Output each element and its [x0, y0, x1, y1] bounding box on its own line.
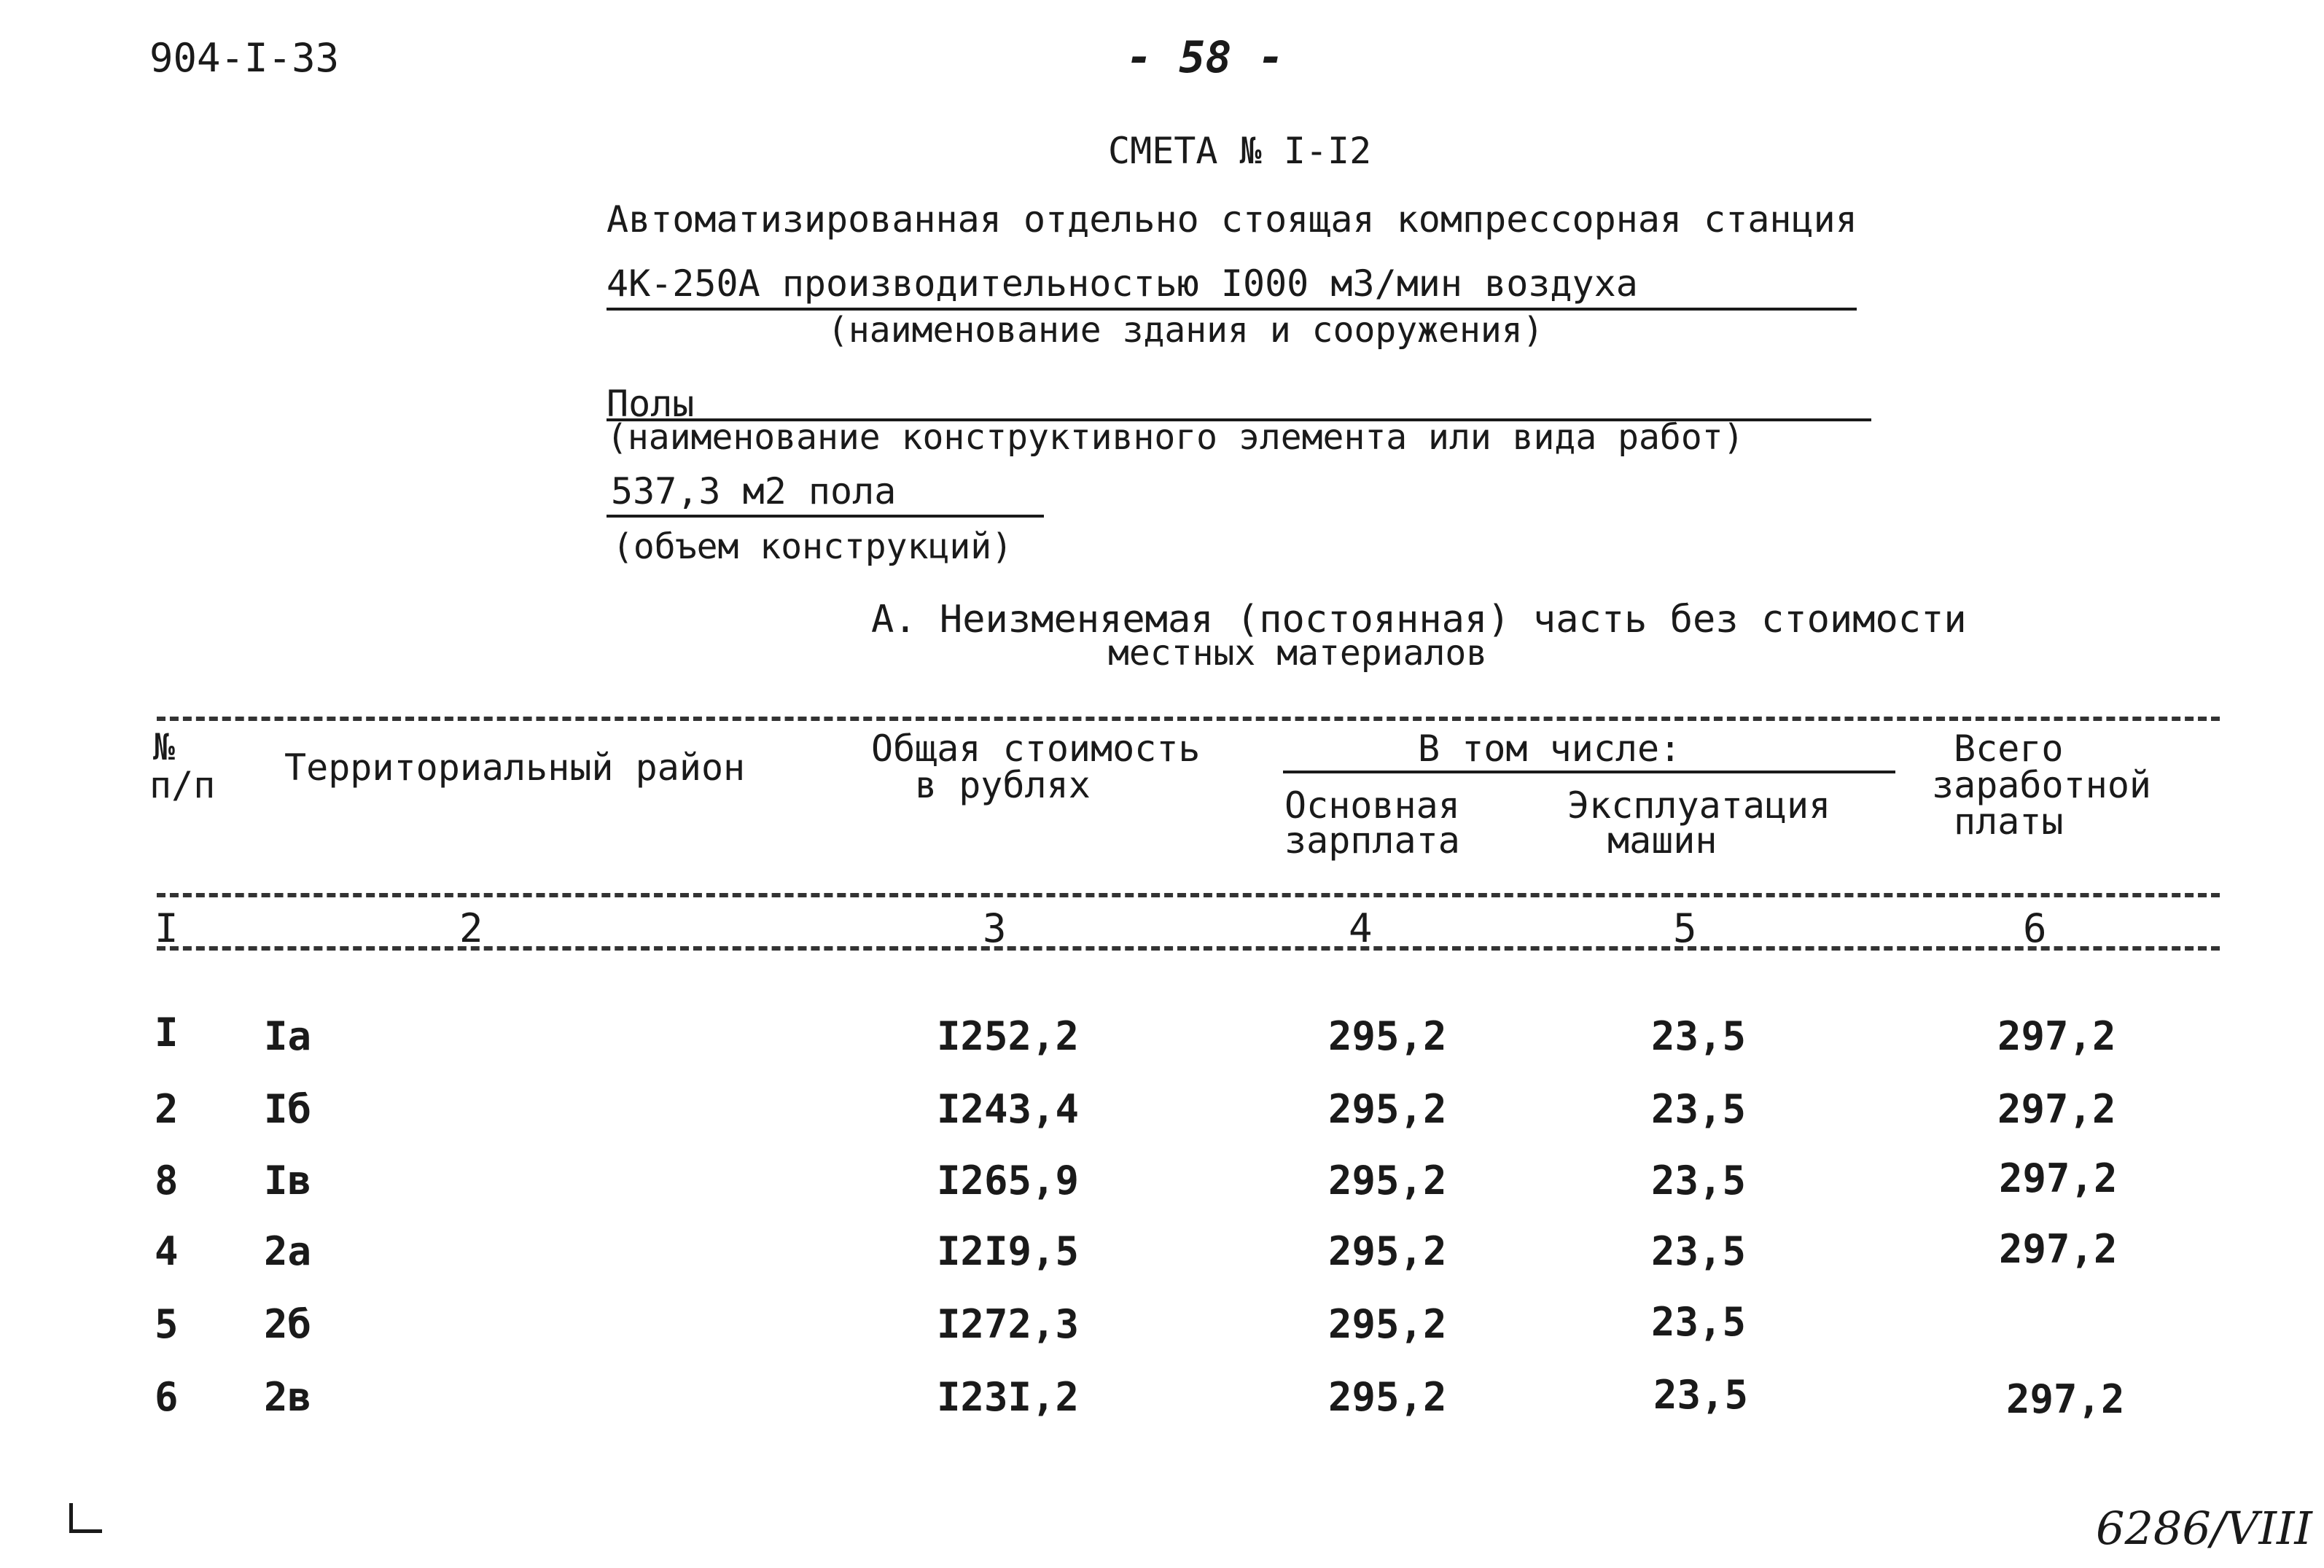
row-wage: 295,2	[1328, 1158, 1447, 1204]
row-all-wage: 297,2	[1997, 1086, 2116, 1132]
column-number: 2	[459, 905, 483, 951]
row-machines: 23,5	[1651, 1086, 1747, 1132]
header-all-wage-line3: платы	[1954, 800, 2064, 843]
row-total: I2I9,5	[937, 1228, 1080, 1274]
row-wage: 295,2	[1328, 1228, 1447, 1274]
row-wage: 295,2	[1328, 1086, 1447, 1132]
archive-stamp: 6286/VIII	[2096, 1502, 2312, 1555]
row-num: 6	[155, 1374, 179, 1420]
column-number: 3	[983, 905, 1007, 951]
header-wage-line2: зарплата	[1284, 819, 1460, 862]
row-wage: 295,2	[1328, 1301, 1447, 1347]
row-machines: 23,5	[1653, 1372, 1749, 1418]
page-number: - 58 -	[1126, 32, 1284, 83]
row-wage: 295,2	[1328, 1374, 1447, 1420]
building-caption: (наименование здания и сооружения)	[827, 310, 1544, 351]
row-district: 2б	[264, 1301, 312, 1347]
volume-underline	[607, 515, 1044, 518]
column-number: I	[155, 905, 179, 951]
element-name: Полы	[607, 383, 695, 425]
table-header-rule	[157, 893, 2220, 897]
row-district: 2а	[264, 1228, 312, 1274]
volume-caption: (объем конструкций)	[612, 526, 1013, 567]
header-all-wage-line1: Всего	[1954, 728, 2064, 770]
header-including-rule	[1283, 771, 1895, 773]
row-num: 5	[155, 1301, 179, 1347]
table-colnum-rule	[157, 946, 2220, 951]
table-top-rule	[157, 717, 2220, 721]
row-total: I252,2	[937, 1013, 1080, 1059]
header-including: В том числе:	[1418, 728, 1682, 770]
row-district: 2в	[264, 1374, 312, 1420]
header-machines-line2: машин	[1607, 819, 1717, 862]
header-total-line1: Общая стоимость	[871, 728, 1201, 770]
row-all-wage: 297,2	[1999, 1155, 2118, 1201]
column-number: 6	[2023, 905, 2047, 951]
building-name-line2: 4К-250А производительностью I000 м3/мин воздуха	[607, 262, 1638, 305]
header-wage-line1: Основная	[1284, 784, 1460, 827]
row-num: 2	[155, 1086, 179, 1132]
building-name-line1: Автоматизированная отдельно стоящая компрессорная станция	[607, 198, 1857, 241]
section-title-line1: А. Неизменяемая (постоянная) часть без стоимости	[871, 598, 1967, 641]
row-wage: 295,2	[1328, 1013, 1447, 1059]
row-total: I23I,2	[937, 1374, 1080, 1420]
estimate-title: СМЕТА № I-I2	[1108, 130, 1372, 172]
volume-value: 537,3 м2 пола	[611, 470, 897, 512]
row-num: 8	[155, 1158, 179, 1204]
row-total: I243,4	[937, 1086, 1080, 1132]
row-district: Iв	[264, 1158, 312, 1204]
header-district: Территориальный район	[284, 746, 746, 789]
column-number: 4	[1349, 905, 1373, 951]
row-num: 4	[155, 1228, 179, 1274]
row-all-wage: 297,2	[1999, 1226, 2118, 1272]
header-machines-line1: Эксплуатация	[1567, 784, 1831, 827]
row-all-wage: 297,2	[1997, 1013, 2116, 1059]
element-caption: (наименование конструктивного элемента или вида работ)	[607, 417, 1744, 458]
header-num-line1: №	[153, 726, 176, 768]
header-total-line2: в рублях	[915, 764, 1091, 806]
column-number: 5	[1673, 905, 1697, 951]
row-district: Iб	[264, 1086, 312, 1132]
header-num-line2: п/п	[149, 764, 216, 806]
row-total: I265,9	[937, 1158, 1080, 1204]
document-code: 904-I-33	[149, 35, 340, 81]
corner-mark	[69, 1503, 102, 1533]
row-machines: 23,5	[1651, 1299, 1747, 1345]
row-machines: 23,5	[1651, 1158, 1747, 1204]
row-num: I	[155, 1010, 179, 1056]
row-machines: 23,5	[1651, 1013, 1747, 1059]
row-district: Iа	[264, 1013, 312, 1059]
header-all-wage-line2: заработной	[1932, 764, 2152, 806]
row-machines: 23,5	[1651, 1228, 1747, 1274]
row-total: I272,3	[937, 1301, 1080, 1347]
section-title-line2: местных материалов	[1108, 633, 1488, 674]
row-all-wage: 297,2	[2006, 1376, 2125, 1422]
